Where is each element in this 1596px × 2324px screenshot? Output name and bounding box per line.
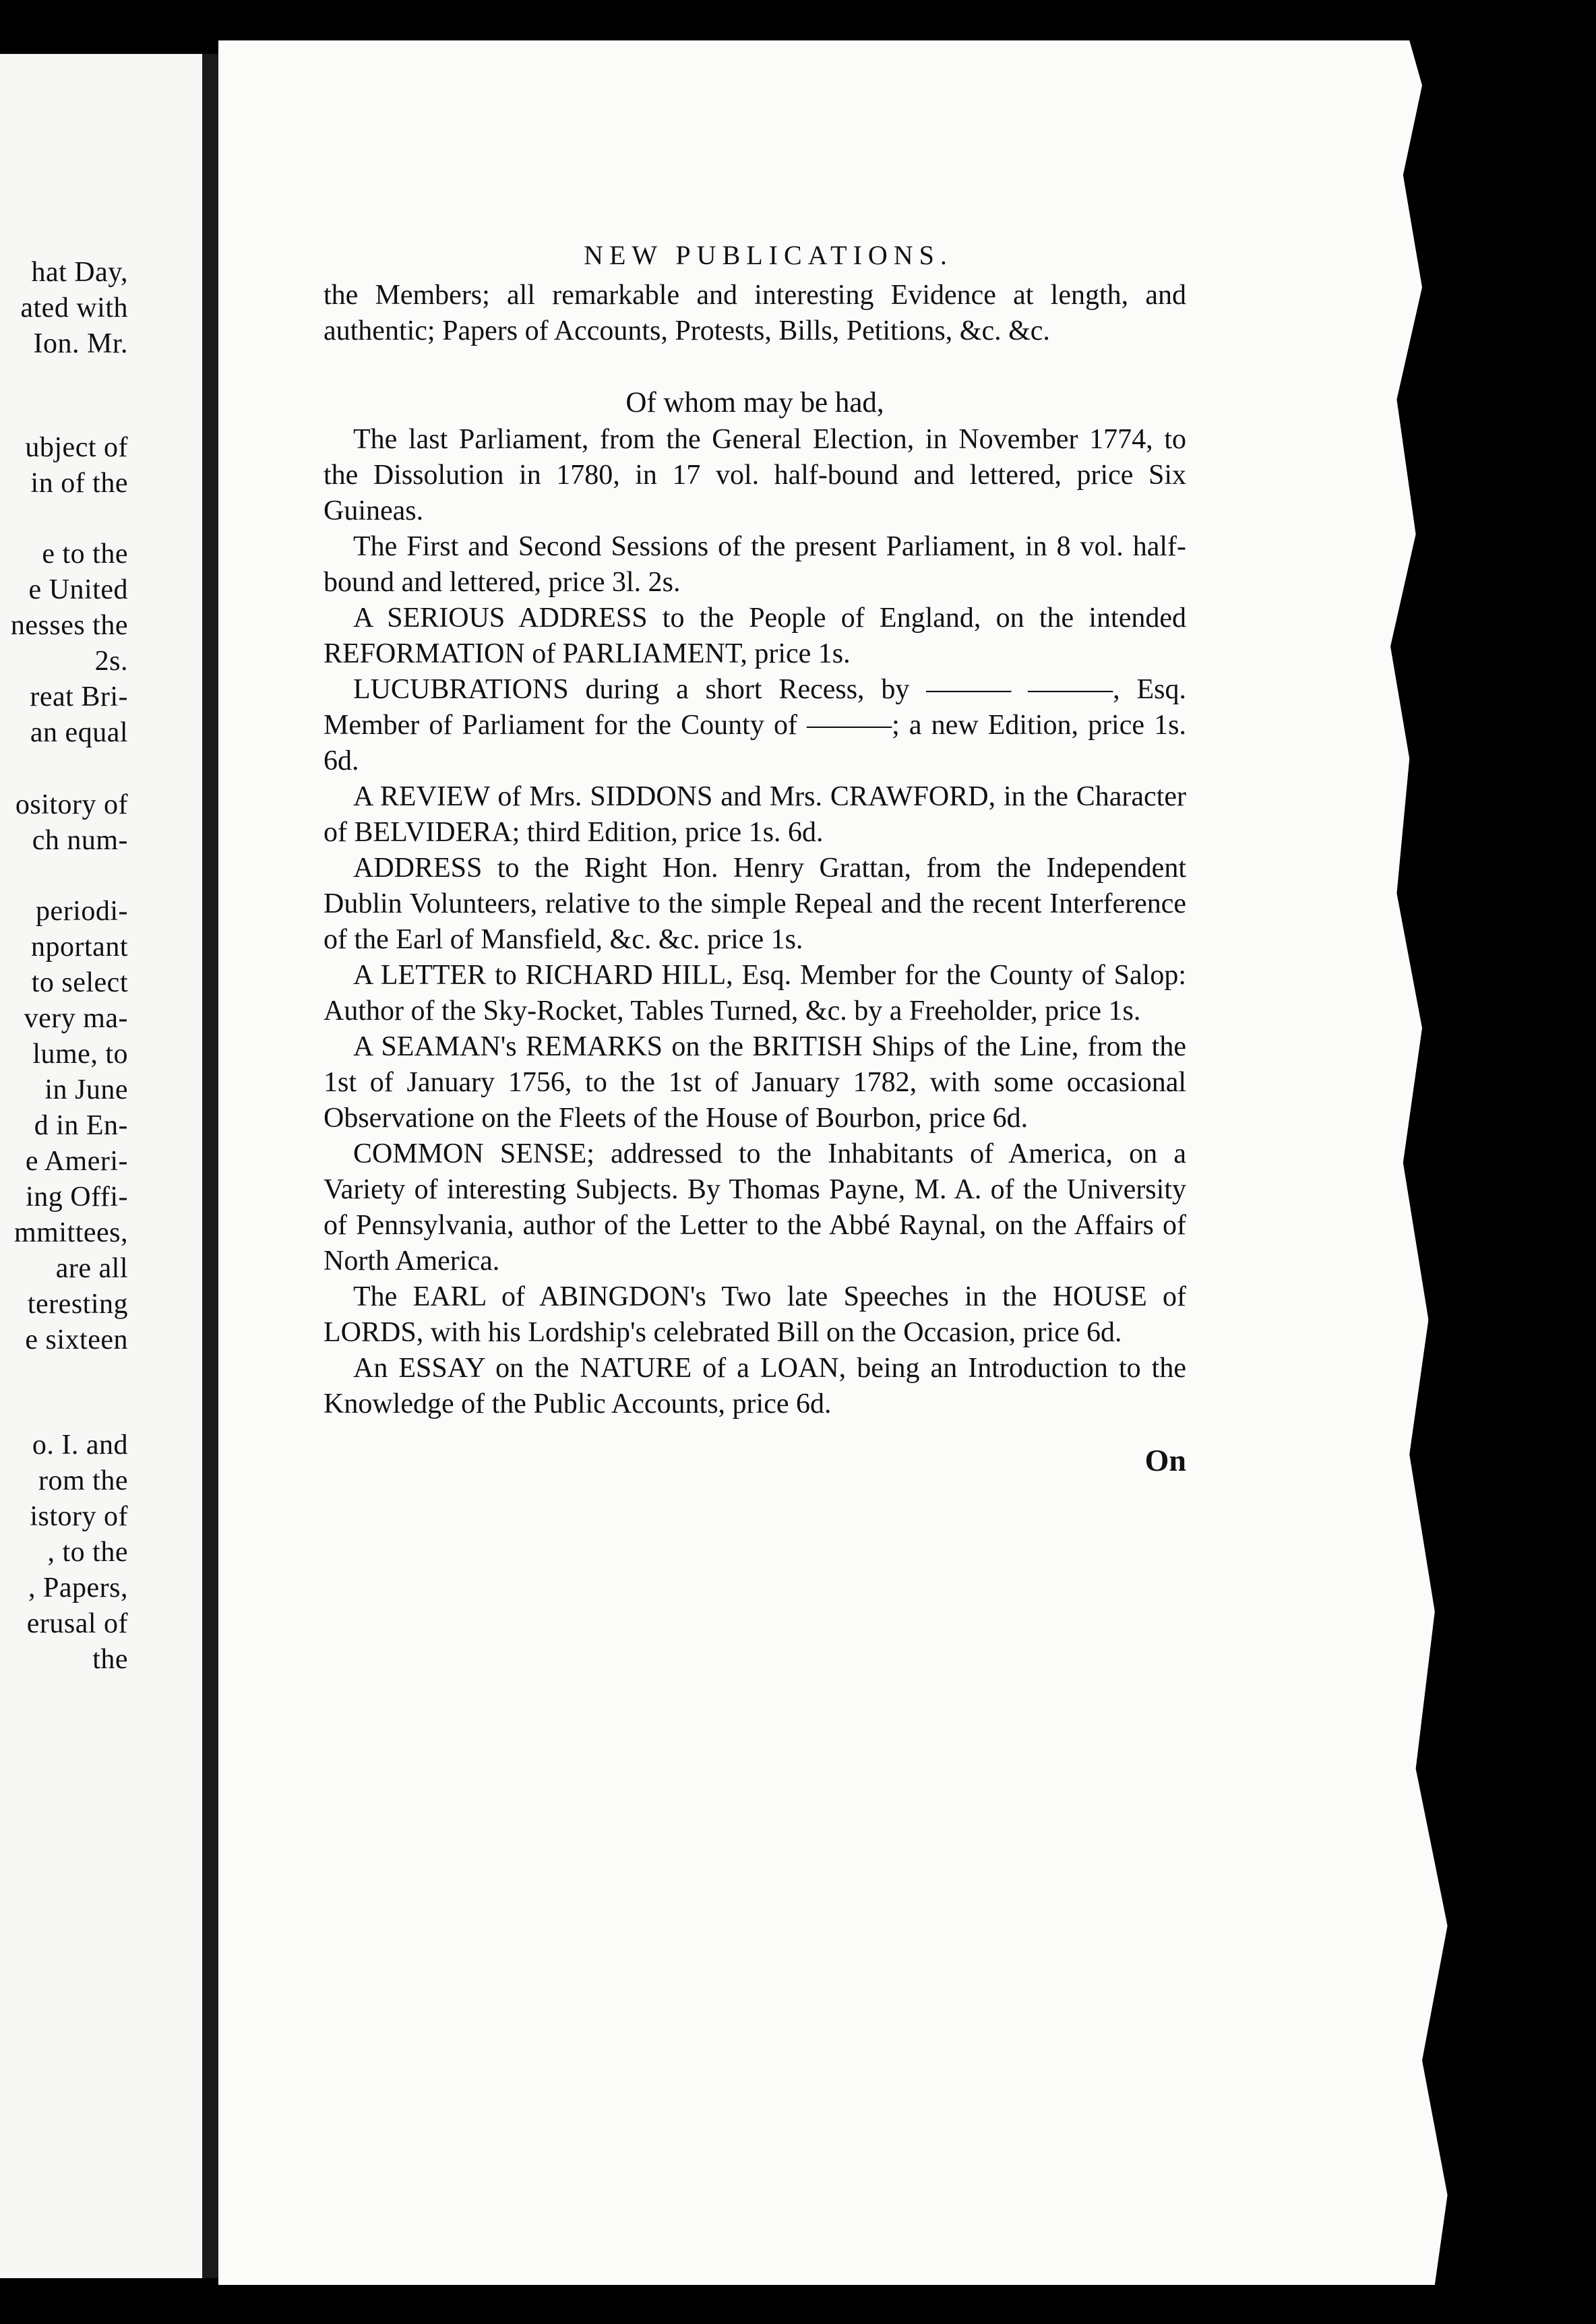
continuation-paragraph: the Members; all remarkable and interesting Evidence at length, and authentic; Papers of Accounts, Protests, Bills, Petitions, &c. &c. xyxy=(324,280,1186,346)
left-line: o. I. and xyxy=(32,1430,128,1461)
list-item: An ESSAY on the NATURE of a LOAN, being an Introduction to the Knowledge of the Public Accounts, price 6d. xyxy=(324,1353,1186,1419)
list-item: A SERIOUS ADDRESS to the People of England, on the intended REFORMATION of PARLIAMENT, price 1s. xyxy=(324,603,1186,669)
list-item: ADDRESS to the Right Hon. Henry Grattan, from the Independent Dublin Volunteers, relative to the simple Repeal and the recent Interference of the Earl of Mansfield, &c. &c. price 1s. xyxy=(324,853,1186,955)
left-line: to select xyxy=(31,967,128,998)
list-item: COMMON SENSE; addressed to the Inhabitants of America, on a Variety of interesting Subjects. By Thomas Payne, M. A. of the University of Pennsylvania, author of the Letter to the Abbé Raynal, on the Affairs of North America. xyxy=(324,1138,1186,1277)
left-line: an equal xyxy=(30,717,128,748)
list-item: A LETTER to RICHARD HILL, Esq. Member for the County of Salop: Author of the Sky-Rocket, Tables Turned, &c. by a Freeholder, price 1s. xyxy=(324,960,1186,1027)
left-line: e to the xyxy=(42,539,128,570)
left-line: hat Day, xyxy=(31,257,128,288)
left-line: nportant xyxy=(31,931,128,962)
left-line: e Ameri- xyxy=(25,1146,128,1177)
running-header: NEW PUBLICATIONS. xyxy=(584,240,953,270)
left-line: periodi- xyxy=(36,896,128,927)
list-item: LUCUBRATIONS during a short Recess, by ——— ———, Esq. Member of Parliament for the County of ———; a new Edition, price 1s. 6d. xyxy=(324,674,1186,776)
left-line: lume, to xyxy=(32,1039,128,1070)
left-line: are all xyxy=(55,1253,128,1284)
left-line: reat Bri- xyxy=(30,681,128,712)
left-line: nesses the xyxy=(10,610,128,641)
left-line: d in En- xyxy=(34,1110,128,1141)
left-line: istory of xyxy=(30,1501,128,1532)
left-line: very ma- xyxy=(24,1003,128,1034)
list-item: A REVIEW of Mrs. SIDDONS and Mrs. CRAWFORD, in the Character of BELVIDERA; third Edition, price 1s. 6d. xyxy=(324,781,1186,848)
left-line: erusal of xyxy=(26,1608,128,1639)
left-line: Ion. Mr. xyxy=(33,328,128,359)
left-line: in June xyxy=(44,1074,128,1105)
left-line: rom the xyxy=(38,1465,128,1496)
left-line: ch num- xyxy=(32,825,128,856)
left-line: e United xyxy=(28,574,128,605)
list-item: The last Parliament, from the General Election, in November 1774, to the Dissolution in 1780, in 17 vol. half-bound and lettered, price Six Guineas. xyxy=(324,424,1186,526)
left-line: ated with xyxy=(20,293,128,324)
subheading: Of whom may be had, xyxy=(625,387,884,419)
left-line: ubject of xyxy=(25,432,128,463)
left-line: e sixteen xyxy=(25,1324,128,1355)
left-line: in of the xyxy=(30,468,128,499)
left-line: mmittees, xyxy=(14,1217,128,1248)
catchword: On xyxy=(1144,1443,1186,1477)
list-item: A SEAMAN's REMARKS on the BRITISH Ships of the Line, from the 1st of January 1756, to the 1st of January 1782, with some occasional Observatione on the Fleets of the House of Bourbon, price 6d. xyxy=(324,1031,1186,1134)
left-line: 2s. xyxy=(94,646,128,677)
list-item: The First and Second Sessions of the present Parliament, in 8 vol. half-bound and lettered, price 3l. 2s. xyxy=(324,531,1186,598)
page-gutter xyxy=(202,54,218,2278)
list-item: The EARL of ABINGDON's Two late Speeches in the HOUSE of LORDS, with his Lordship's celebrated Bill on the Occasion, price 6d. xyxy=(324,1281,1186,1348)
left-line: ing Offi- xyxy=(26,1182,128,1213)
left-line: the xyxy=(92,1644,128,1675)
left-line: , Papers, xyxy=(28,1572,128,1603)
left-line: , to the xyxy=(47,1537,128,1568)
left-line: ository of xyxy=(15,789,128,820)
left-line: teresting xyxy=(27,1289,128,1320)
page-content xyxy=(324,239,1186,1478)
left-page-fragment xyxy=(0,54,202,2278)
